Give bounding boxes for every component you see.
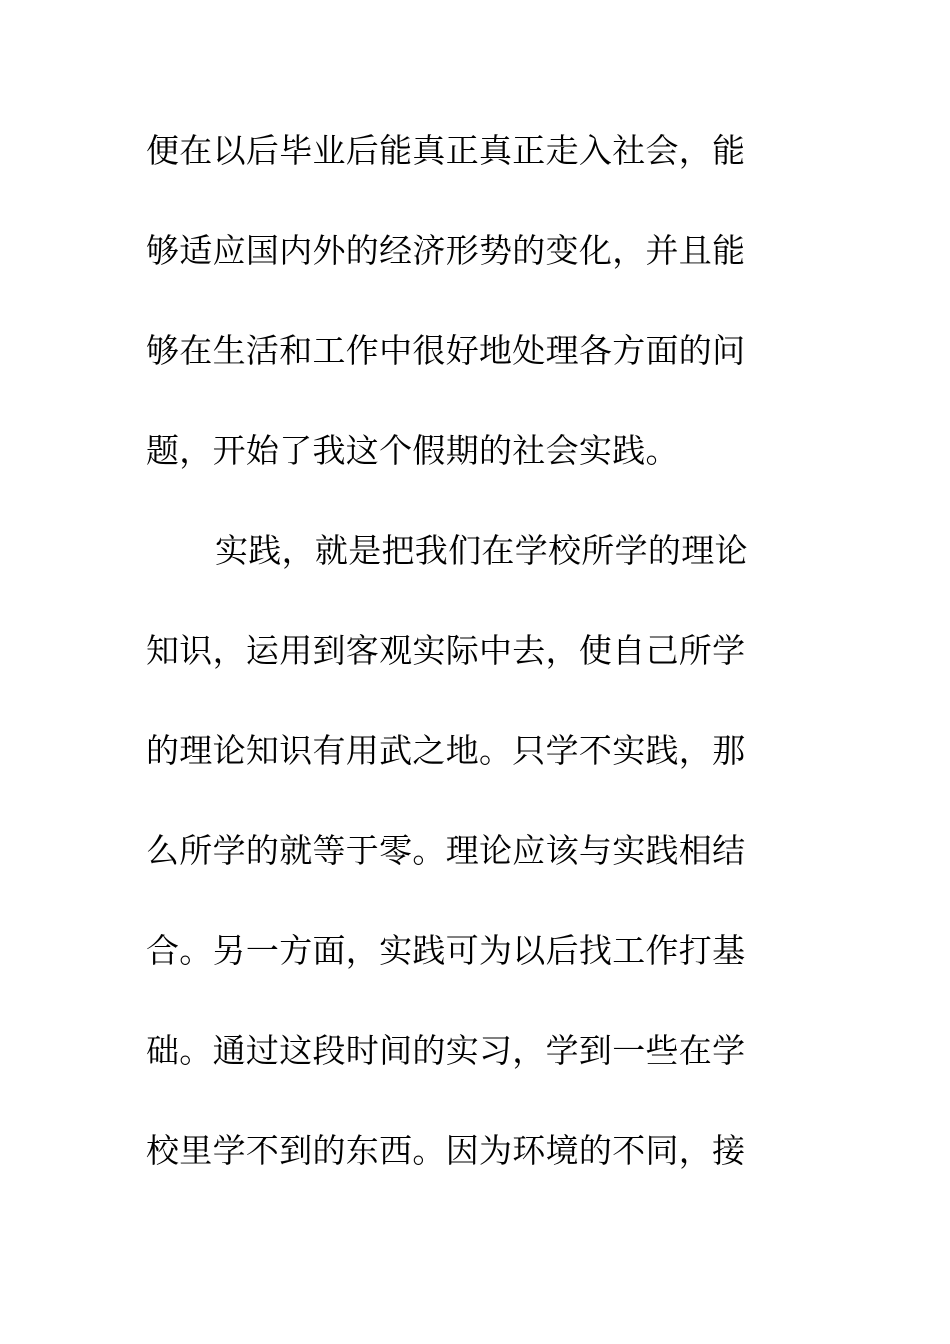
text-line-8: 么所学的就等于零。理论应该与实践相结 [146,831,746,870]
text-line-2: 够适应国内外的经济形势的变化，并且能 [146,231,746,270]
body-text [146,126,786,1226]
text-line-10: 础。通过这段时间的实习，学到一些在学 [146,1031,746,1070]
text-line-4: 题，开始了我这个假期的社会实践。 [146,431,679,470]
text-line-11: 校里学不到的东西。因为环境的不同，接 [146,1131,746,1170]
text-line-3: 够在生活和工作中很好地处理各方面的问 [146,331,746,370]
paragraph-start-line-5: 实践，就是把我们在学校所学的理论 [215,531,748,570]
text-line-9: 合。另一方面，实践可为以后找工作打基 [146,931,746,970]
text-line-6: 知识，运用到客观实际中去，使自己所学 [146,631,746,670]
text-line-7: 的理论知识有用武之地。只学不实践，那 [146,731,746,770]
text-line-1: 便在以后毕业后能真正真正走入社会，能 [146,131,746,170]
